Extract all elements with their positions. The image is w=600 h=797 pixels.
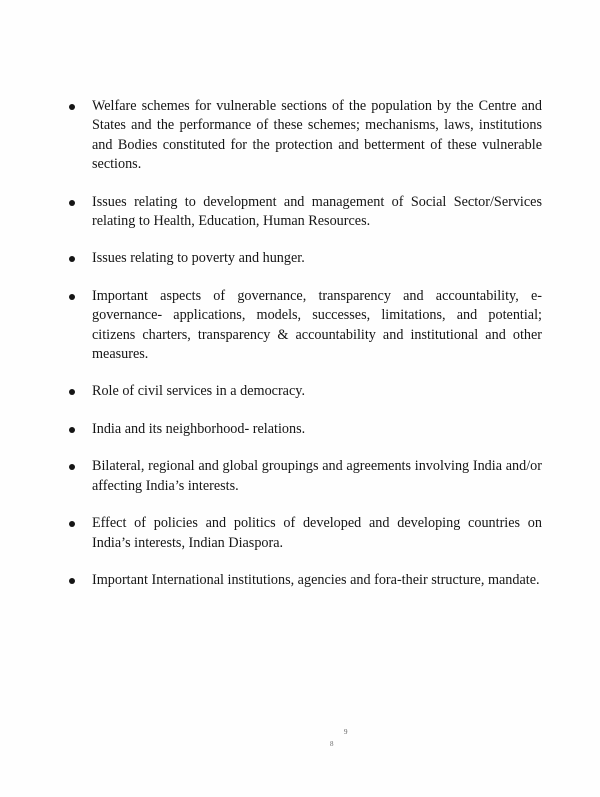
bullet-icon	[69, 389, 75, 395]
page-mark: 8	[330, 740, 334, 748]
list-item	[64, 571, 542, 590]
bullet-icon	[69, 256, 75, 262]
list-item-text: India and its neighborhood- relations.	[92, 420, 306, 437]
list-item-text: Important aspects of governance, transparency and accountability, e-governance- applications, models, successes, limitations, and potential; citizens charters, transparency & accountability and institutional and other measures.	[92, 287, 542, 363]
bullet-icon	[69, 578, 75, 584]
bullet-icon	[69, 104, 75, 110]
syllabus-bullet-list	[64, 97, 542, 608]
bullet-icon	[69, 464, 75, 470]
list-item-text: Welfare schemes for vulnerable sections of the population by the Centre and States and the performance of these schemes; mechanisms, laws, institutions and Bodies constituted for the protection and betterment of these vulnerable sections.	[92, 98, 542, 173]
list-item	[64, 420, 542, 439]
list-item	[64, 249, 542, 268]
bullet-icon	[69, 200, 75, 206]
bullet-icon	[69, 521, 75, 527]
list-item-text: Bilateral, regional and global groupings and agreements involving India and/or affecting India’s interests.	[92, 458, 542, 494]
bullet-icon	[69, 294, 75, 300]
list-item-text: Issues relating to poverty and hunger.	[92, 250, 305, 267]
list-item	[64, 193, 542, 232]
list-item-text: Role of civil services in a democracy.	[92, 383, 305, 400]
list-item-text: Important International institutions, agencies and fora-their structure, mandate.	[92, 571, 540, 588]
list-item-text: Effect of policies and politics of developed and developing countries on India’s interests, Indian Diaspora.	[92, 515, 542, 551]
list-item	[64, 457, 542, 496]
list-item	[64, 382, 542, 401]
page-number: 9	[344, 728, 348, 736]
list-item	[64, 97, 542, 175]
bullet-icon	[69, 427, 75, 433]
list-item-text: Issues relating to development and management of Social Sector/Services relating to Health, Education, Human Resources.	[92, 193, 542, 230]
list-item	[64, 287, 542, 365]
list-item	[64, 514, 542, 553]
